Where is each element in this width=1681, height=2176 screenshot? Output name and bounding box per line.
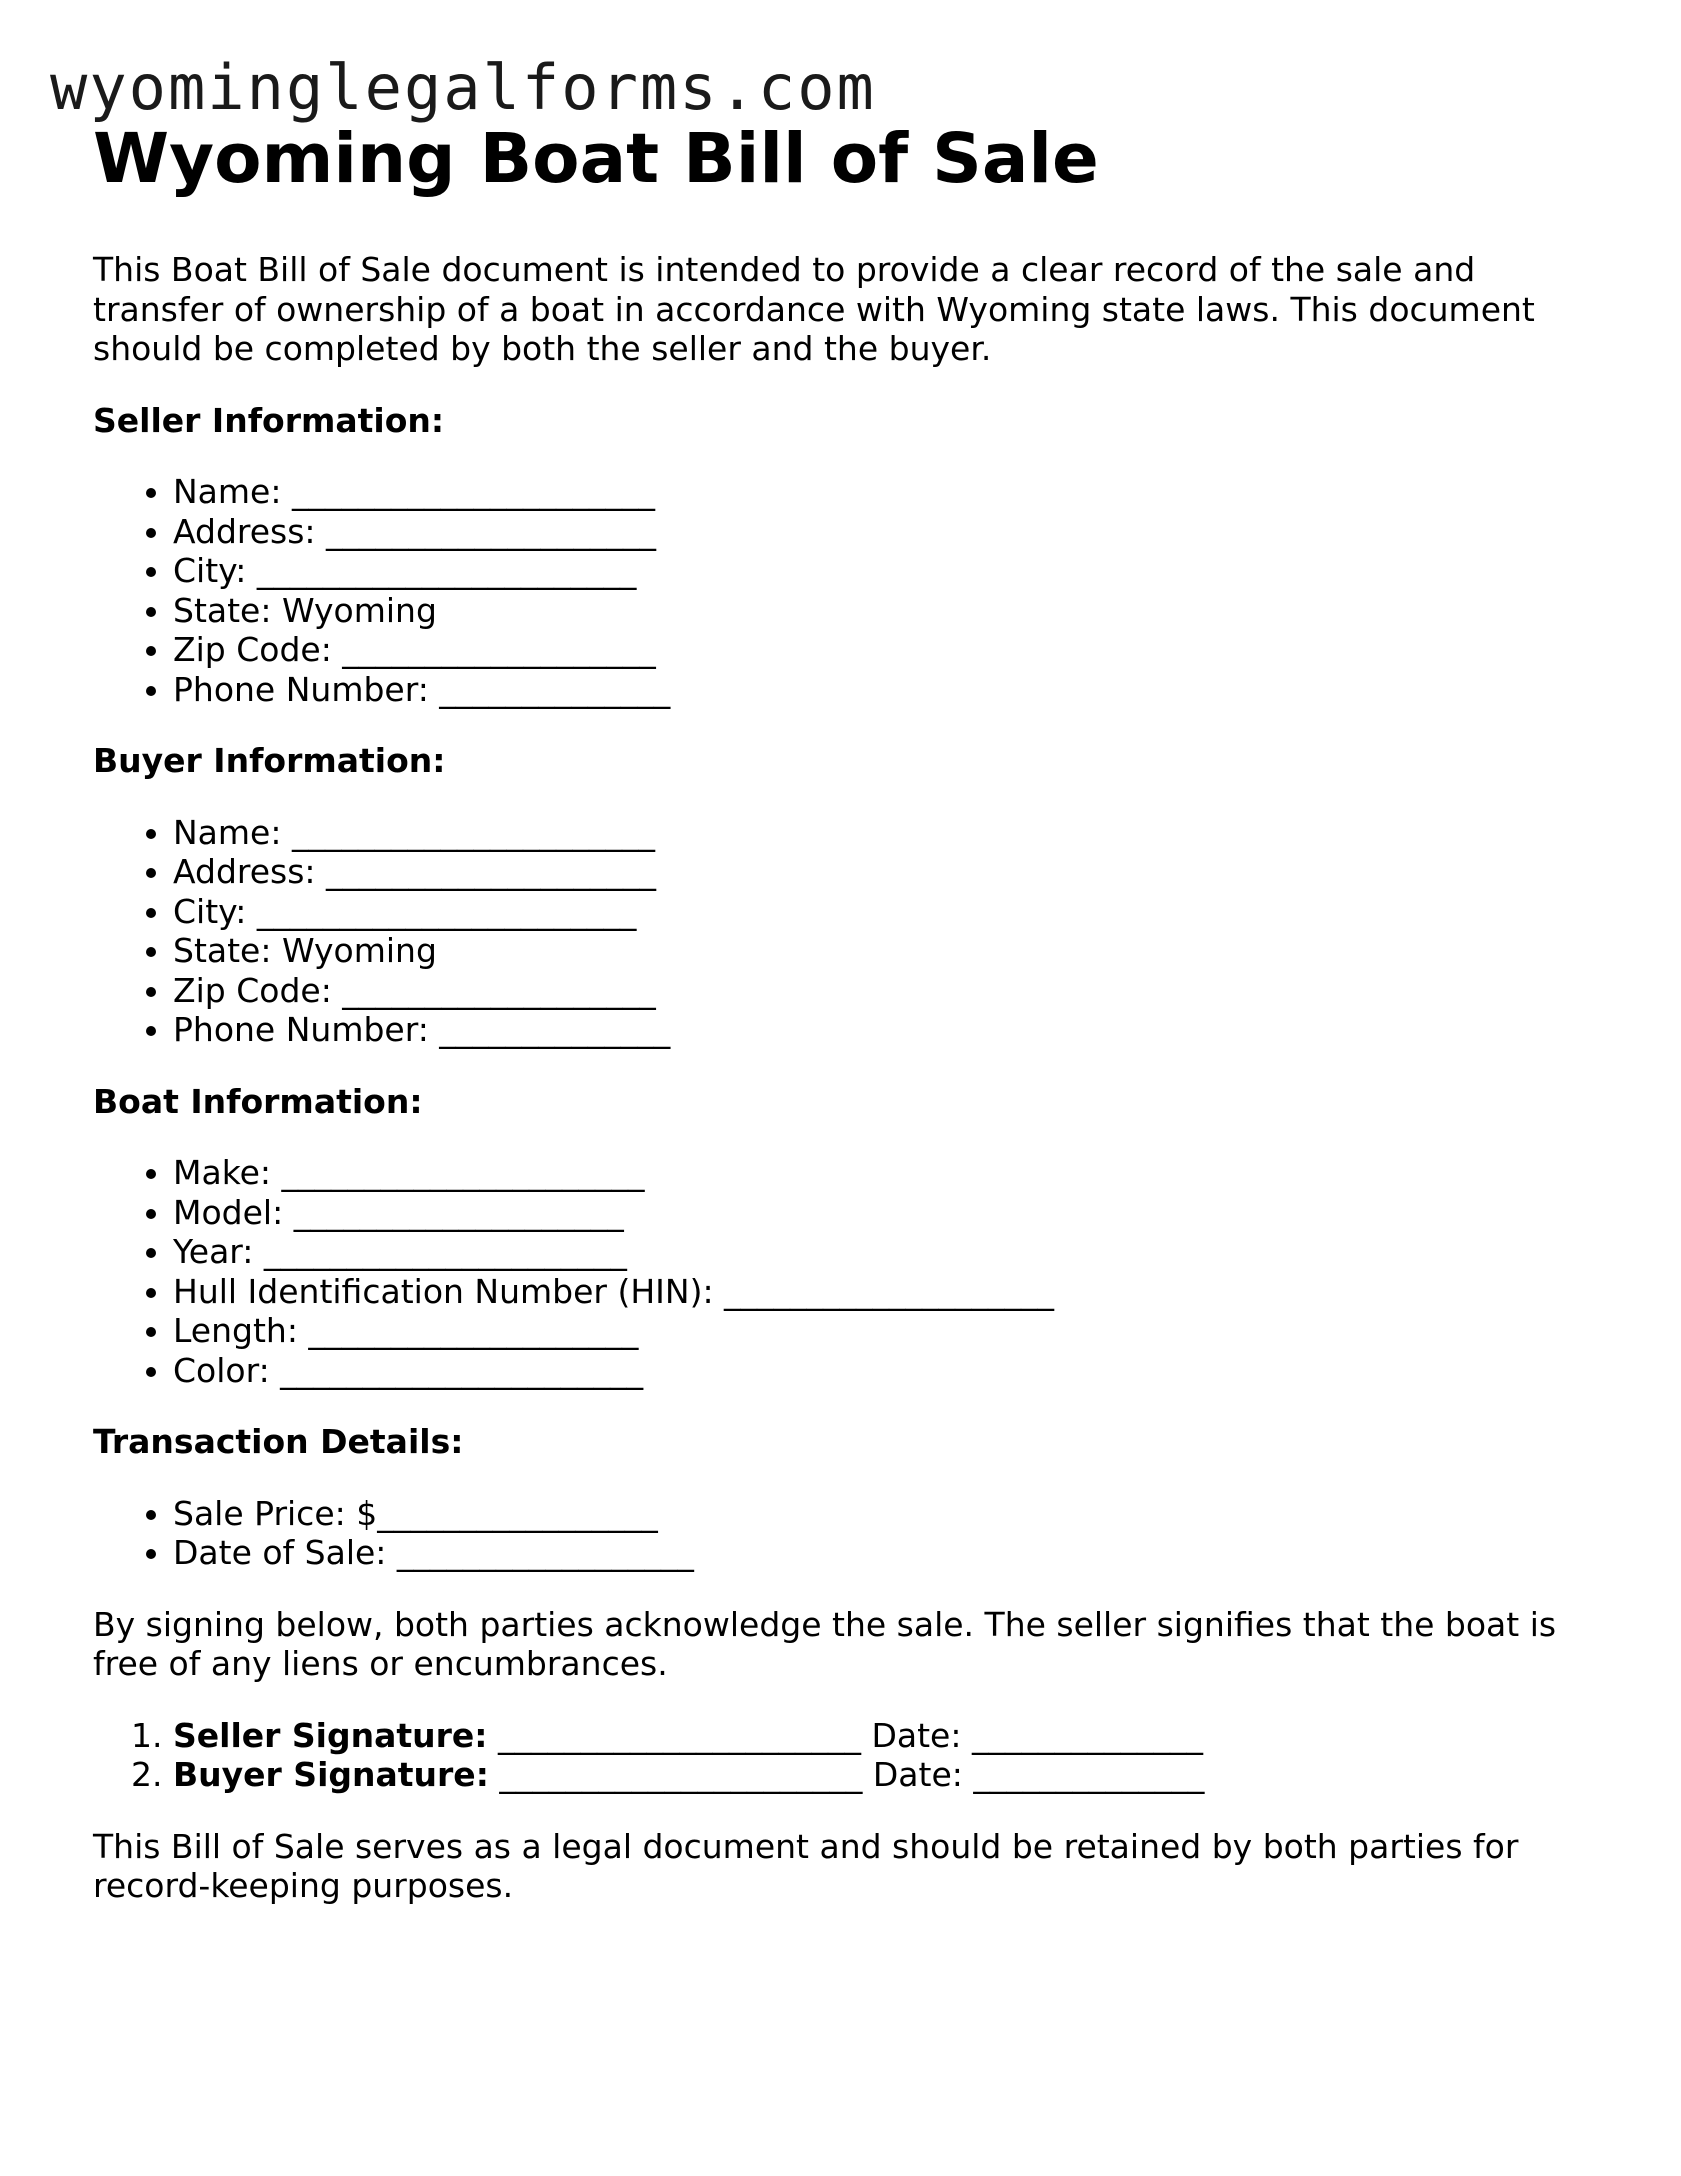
boat-fields <box>93 1153 1593 1390</box>
seller-heading: Seller Information: <box>93 400 445 440</box>
seller-city-field[interactable]: • City: _______________________ <box>173 551 1593 591</box>
sale-price-field[interactable]: • Sale Price: $_________________ <box>173 1494 1593 1534</box>
buyer-name-field[interactable]: • Name: ______________________ <box>173 813 1593 853</box>
buyer-fields <box>93 813 1593 1050</box>
boat-length-field[interactable]: • Length: ____________________ <box>173 1311 1593 1351</box>
signature-list <box>93 1716 1593 1795</box>
buyer-state-field: • State: Wyoming <box>173 931 1593 971</box>
document-title: Wyoming Boat Bill of Sale <box>93 119 1099 199</box>
seller-fields <box>93 472 1593 709</box>
buyer-address-field[interactable]: • Address: ____________________ <box>173 852 1593 892</box>
document-body <box>93 118 1593 1938</box>
intro-paragraph: This Boat Bill of Sale document is intended to provide a clear record of the sale and transfer of ownership of a boat in accordance with Wyoming state laws. This document should be completed by both the seller and the buyer. <box>93 250 1535 368</box>
seller-name-field[interactable]: • Name: ______________________ <box>173 472 1593 512</box>
seller-signature-label: Seller Signature: <box>173 1715 488 1755</box>
seller-zip-field[interactable]: • Zip Code: ___________________ <box>173 630 1593 670</box>
buyer-signature-blank[interactable]: ______________________ Date: ______________ <box>488 1755 1205 1794</box>
boat-model-field[interactable]: • Model: ____________________ <box>173 1193 1593 1233</box>
closing-paragraph: This Bill of Sale serves as a legal document and should be retained by both parties for record-keeping purposes. <box>93 1826 1519 1905</box>
site-watermark: wyominglegalforms.com <box>50 51 876 124</box>
boat-heading: Boat Information: <box>93 1081 423 1121</box>
seller-signature-line[interactable] <box>173 1716 1593 1756</box>
transaction-heading: Transaction Details: <box>93 1422 464 1461</box>
seller-signature-blank[interactable]: ______________________ Date: ______________ <box>487 1715 1203 1755</box>
buyer-signature-line[interactable] <box>173 1755 1593 1795</box>
buyer-phone-field[interactable]: • Phone Number: ______________ <box>173 1010 1593 1050</box>
seller-state-field: • State: Wyoming <box>173 591 1593 631</box>
boat-year-field[interactable]: • Year: ______________________ <box>173 1232 1593 1272</box>
boat-hin-field[interactable]: • Hull Identification Number (HIN): ____________________ <box>173 1272 1593 1312</box>
acknowledgement-paragraph: By signing below, both parties acknowledge the sale. The seller signifies that the boat is free of any liens or encumbrances. <box>93 1604 1557 1683</box>
seller-address-field[interactable]: • Address: ____________________ <box>173 512 1593 552</box>
seller-phone-field[interactable]: • Phone Number: ______________ <box>173 670 1593 710</box>
buyer-signature-label: Buyer Signature: <box>173 1755 489 1794</box>
transaction-fields <box>93 1494 1593 1573</box>
boat-color-field[interactable]: • Color: ______________________ <box>173 1351 1593 1391</box>
buyer-city-field[interactable]: • City: _______________________ <box>173 892 1593 932</box>
sale-date-field[interactable]: • Date of Sale: __________________ <box>173 1533 1593 1573</box>
buyer-heading: Buyer Information: <box>93 741 446 780</box>
buyer-zip-field[interactable]: • Zip Code: ___________________ <box>173 971 1593 1011</box>
boat-make-field[interactable]: • Make: ______________________ <box>173 1153 1593 1193</box>
